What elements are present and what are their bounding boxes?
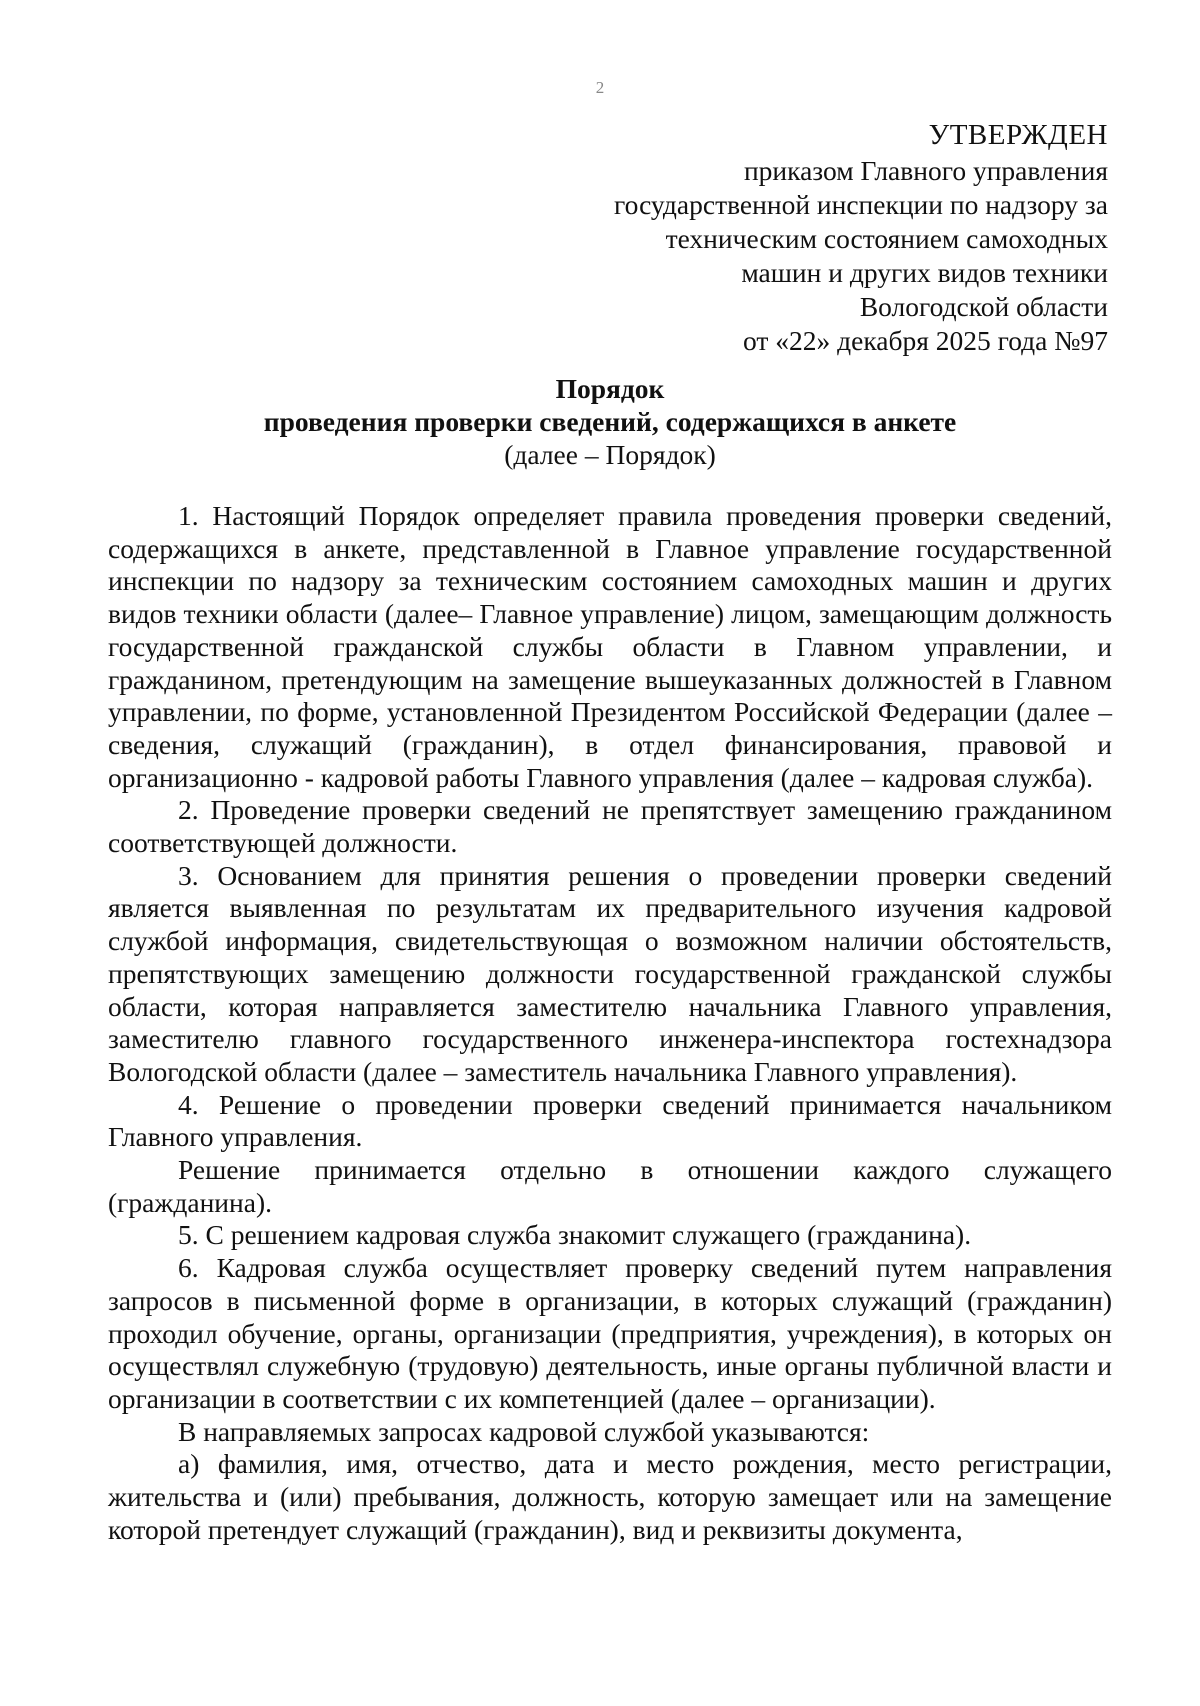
page-number: 2 [595, 78, 605, 97]
paragraph-2: 2. Проведение проверки сведений не препятствует замещению гражданином соответствующей должности. [108, 794, 1112, 859]
title-line-2: проведения проверки сведений, содержащихся в анкете [263, 406, 957, 437]
approved-heading: УТВЕРЖДЕН [928, 119, 1108, 151]
approval-date-line: от «22» декабря 2025 года №97 [742, 325, 1108, 356]
approval-line: приказом Главного управления [743, 155, 1108, 186]
paragraph-1: 1. Настоящий Порядок определяет правила проведения проверки сведений, содержащихся в анкете, представленной в Главное управление государственной инспекции по надзору за техническим состоянием самоходных машин и других видов техники области (далее– Главное управление) лицом, замещающим должность государственной гражданской службы области в Главном управлении, и гражданином, претендующим на замещение вышеуказанных должностей в Главном управлении, по форме, установленной Президентом Российской Федерации (далее – сведения, служащий (гражданин), в отдел финансирования, правовой и организационно - кадровой работы Главного управления (далее – кадровая служба). [108, 500, 1112, 793]
document-body [108, 500, 1112, 1547]
title-line-1: Порядок [555, 373, 665, 404]
paragraph-4-note: Решение принимается отдельно в отношении каждого служащего (гражданина). [108, 1154, 1112, 1218]
document-title [110, 372, 1110, 471]
paragraph-3: 3. Основанием для принятия решения о проведении проверки сведений является выявленная по результатам их предварительного изучения кадровой службой информация, свидетельствующая о возможном наличии обстоятельств, препятствующих замещению должности государственной гражданской службы области, которая направляется заместителю начальника Главного управления, заместителю главного государственного инженера-инспектора гостехнадзора Вологодской области (далее – заместитель начальника Главного управления). [108, 859, 1112, 1087]
paragraph-6: 6. Кадровая служба осуществляет проверку сведений путем направления запросов в письменной форме в организации, в которых служащий (гражданин) проходил обучение, органы, организации (предприятия, учреждения), в которых он осуществлял служебную (трудовую) деятельность, иные органы публичной власти и организации в соответствии с их компетенцией (далее – организации). [108, 1252, 1112, 1414]
approval-line: Вологодской области [859, 291, 1108, 322]
title-line-3: (далее – Порядок) [504, 439, 716, 470]
approval-line: машин и других видов техники [741, 257, 1108, 288]
paragraph-5: 5. С решением кадровая служба знакомит служащего (гражданина). [178, 1219, 972, 1251]
approval-line: государственной инспекции по надзору за [614, 189, 1108, 220]
paragraph-6-intro: В направляемых запросах кадровой службой указываются: [178, 1415, 870, 1447]
approval-block [468, 118, 1108, 358]
approval-line: техническим состоянием самоходных [665, 223, 1108, 254]
paragraph-6-item-a: а) фамилия, имя, отчество, дата и место рождения, место регистрации, жительства и (или) пребывания, должность, которую замещает или на замещение которой претендует служащий (гражданин), вид и реквизиты документа, [108, 1448, 1112, 1545]
paragraph-4: 4. Решение о проведении проверки сведений принимается начальником Главного управления. [108, 1088, 1112, 1153]
